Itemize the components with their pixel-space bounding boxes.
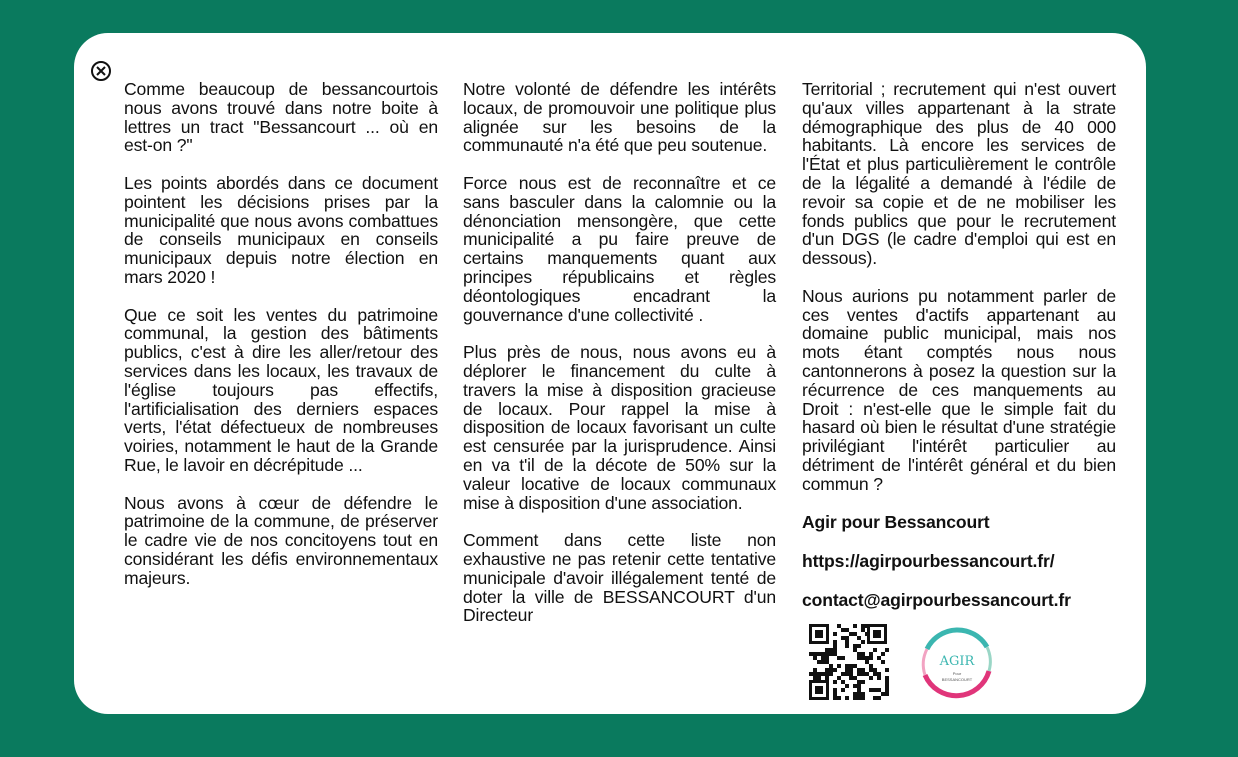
paragraph: Comment dans cette liste non exhaustive ne pas retenir cette tentative municipale d'avoir illégalement tenté de doter la ville de BESSANCOURT d'un Directeur (463, 530, 776, 626)
signature-url[interactable]: https://agirpourbessancourt.fr/ (802, 551, 1055, 572)
agir-logo (913, 619, 1001, 707)
text-column-3 (802, 80, 1116, 629)
signature-name: Agir pour Bessancourt (802, 512, 990, 533)
paragraph: Plus près de nous, nous avons eu à déplorer le financement du culte à travers la mise à disposition gracieuse de locaux. Pour rappel la mise à disposition de locaux favorisant un culte est censurée par la jurisprudence. Ainsi en va t'il de la décote de 50% sur la valeur locative de locaux communaux mise à disposition d'une association. (463, 342, 776, 513)
logo-text: AGIR (939, 654, 975, 669)
logo-small-top: Pour (952, 671, 962, 676)
signature-email[interactable]: contact@agirpourbessancourt.fr (802, 589, 1071, 610)
text-column-1 (124, 80, 438, 606)
paragraph: Nous avons à cœur de défendre le patrimoine de la commune, de préserver le cadre vie de nos concitoyens tout en considérant les défis environnementaux majeurs. (124, 492, 438, 588)
paragraph: Que ce soit les ventes du patrimoine communal, la gestion des bâtiments publics, c'est à dire les aller/retour des services dans les locaux, les travaux de l'église toujours pas effectifs, l'artificialisation des derniers espaces verts, l'état défectueux de nombreuses voiries, notamment le haut de la Grande Rue, le lavoir en décrépitude ... (124, 304, 438, 475)
paragraph: Les points abordés dans ce document pointent les décisions prises par la municipalité que nous avons combattues de conseils municipaux en conseils municipaux depuis notre élection en mars 2020 ! (124, 172, 438, 287)
paragraph: Force nous est de reconnaître et ce sans basculer dans la calomnie ou la dénonciation mensongère, que cette municipalité a pu faire preuve de certains manquements quant aux principes républicains et règles déontologiques encadrant la gouvernance d'une collectivité . (463, 172, 776, 325)
close-icon[interactable] (91, 61, 111, 81)
text-column-2 (463, 80, 776, 644)
logo-small-bottom: BESSANCOURT (941, 677, 973, 682)
paragraph: Notre volonté de défendre les intérêts locaux, de promouvoir une politique plus alignée sur les besoins de la communauté n'a été que peu soutenue. (463, 79, 776, 156)
paragraph: Nous aurions pu notamment parler de ces ventes d'actifs appartenant au domaine public municipal, mais nos mots étant comptés nous nous cantonnerons à posez la question sur la récurrence de ces manquements au Droit : n'est-elle que le simple fait du hasard où bien le résultat d'une stratégie privilégiant l'intérêt particulier au détriment de l'intérêt général et du bien commun ? (802, 285, 1116, 494)
paragraph: Territorial ; recrutement qui n'est ouvert qu'aux villes appartenant à la strate démographique des plus de 40 000 habitants. Là encore les services de l'État et plus particulièrement le contrôle de la légalité a demandé à l'édile de revoir sa copie et de ne mobiliser les fonds publics que pour le recrutement d'un DGS (le cadre d'emploi qui est en dessous). (802, 79, 1116, 269)
qr-code-icon (807, 622, 889, 702)
paragraph: Comme beaucoup de bessancourtois nous avons trouvé dans notre boite à lettres un tract "Bessancourt ... où en est-on ?" (124, 79, 438, 156)
